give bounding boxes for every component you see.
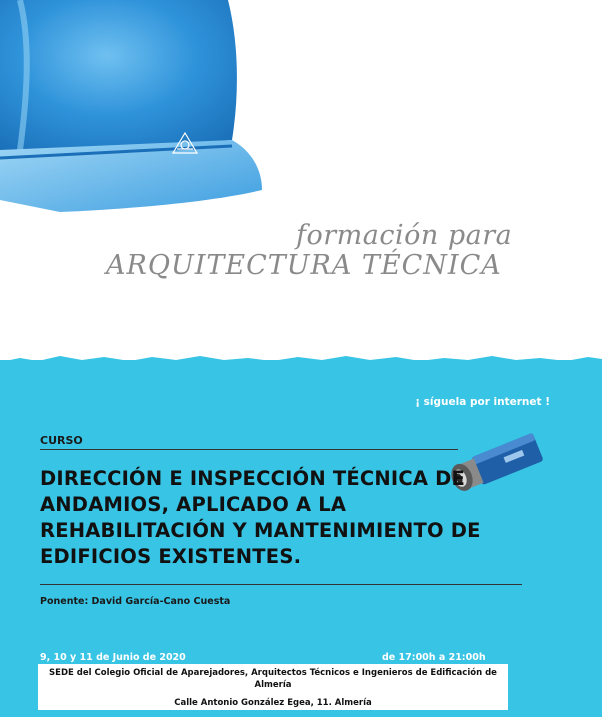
course-dates: 9, 10 y 11 de Junio de 2020 — [40, 652, 186, 663]
top-divider — [40, 449, 458, 450]
title-line: REHABILITACIÓN Y MANTENIMIENTO DE — [40, 519, 481, 542]
bottom-divider — [40, 584, 522, 585]
venue-address: Calle Antonio González Egea, 11. Almería — [174, 698, 372, 708]
course-title — [40, 466, 510, 570]
brand-line-1: formación para — [296, 220, 513, 251]
title-line: DIRECCIÓN E INSPECCIÓN TÉCNICA DE — [40, 467, 466, 490]
course-label: CURSO — [40, 434, 83, 447]
hard-hat-icon — [0, 0, 300, 215]
stream-notice: ¡ síguela por internet ! — [415, 396, 550, 408]
venue-name: SEDE del Colegio Oficial de Aparejadores, Arquitectos Técnicos e Ingenieros de Edificación de Almería — [49, 668, 497, 690]
venue-box — [38, 664, 508, 710]
brand-line-2: ARQUITECTURA TÉCNICA — [106, 250, 502, 281]
title-line: EDIFICIOS EXISTENTES. — [40, 545, 302, 568]
course-time: de 17:00h a 21:00h — [382, 652, 486, 663]
title-line: ANDAMIOS, APLICADO A LA — [40, 493, 347, 516]
speaker: Ponente: David García-Cano Cuesta — [40, 596, 231, 607]
